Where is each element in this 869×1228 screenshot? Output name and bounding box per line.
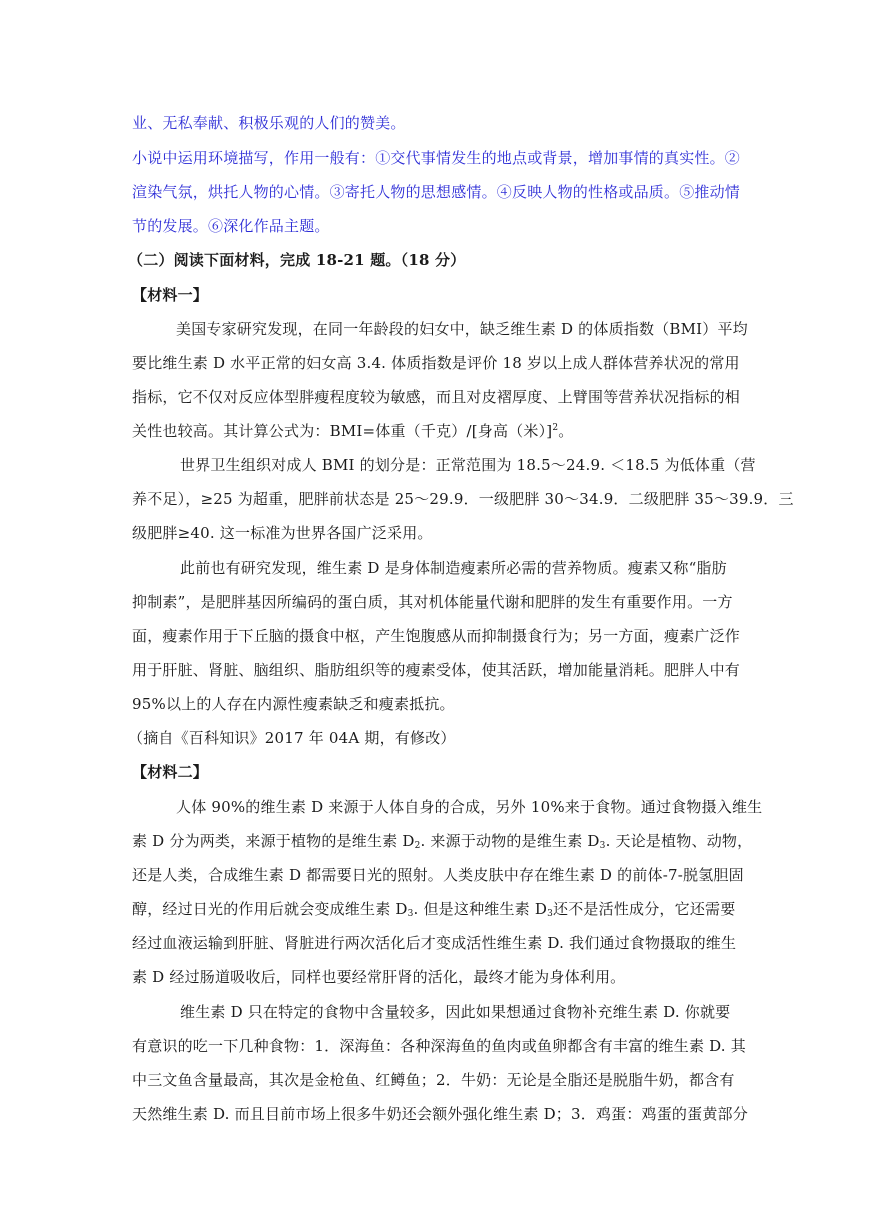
material-2-p2-line-4: 天然维生素 D. 而且目前市场上很多牛奶还会额外强化维生素 D；3．鸡蛋：鸡蛋的蛋黄部分: [132, 1105, 748, 1123]
subscript: 3: [599, 841, 606, 851]
material-1-label: 【材料一】: [132, 286, 209, 304]
subscript: 3: [547, 909, 554, 919]
section-heading: （二）阅读下面材料，完成 18-21 题。（18 分）: [128, 251, 466, 269]
material-1-p2-line-1: 世界卫生组织对成人 BMI 的划分是：正常范围为 18.5～24.9. ＜18.5 为低体重（营: [180, 456, 756, 474]
subscript: 2: [414, 841, 421, 851]
formula-exponent: 2: [552, 423, 559, 433]
material-2-p1-line-6: 素 D 经过肠道吸收后，同样也要经常肝肾的活化，最终才能为身体利用。: [132, 968, 626, 986]
material-1-p1-line-2: 要比维生素 D 水平正常的妇女高 3.4. 体质指数是评价 18 岁以上成人群体营养状况的常用: [132, 354, 740, 372]
material-1-p3-line-3: 面，瘦素作用于下丘脑的摄食中枢，产生饱腹感从而抑制摄食行为；另一方面，瘦素广泛作: [132, 627, 741, 645]
material-2-label: 【材料二】: [132, 763, 209, 781]
material-2-p1-line-5: 经过血液运输到肝脏、肾脏进行两次活化后才变成活性维生素 D. 我们通过食物摄取的维生: [132, 934, 737, 952]
material-2-p2-line-2: 有意识的吃一下几种食物：1．深海鱼：各种深海鱼的鱼肉或鱼卵都含有丰富的维生素 D. 其: [132, 1037, 746, 1055]
material-1-p3-line-1: 此前也有研究发现，维生素 D 是身体制造瘦素所必需的营养物质。瘦素又称“脂肪: [180, 559, 727, 577]
material-1-p1-line-1: 美国专家研究发现，在同一年龄段的妇女中，缺乏维生素 D 的体质指数（BMI）平均: [176, 320, 748, 338]
material-2-p1-line-1: 人体 90%的维生素 D 来源于人体自身的合成，另外 10%来于食物。通过食物摄入维生: [176, 798, 763, 816]
material-1-p3-line-4: 用于肝脏、肾脏、脑组织、脂肪组织等的瘦素受体，使其活跃，增加能量消耗。肥胖人中有: [132, 661, 741, 679]
formula-text: 关性也较高。其计算公式为：BMI=体重（千克）/[身高（米）]: [132, 422, 553, 440]
material-1-p1-line-3: 指标，它不仅对反应体型胖瘦程度较为敏感，而且对皮褶厚度、上臂围等营养状况指标的相: [132, 388, 741, 406]
material-1-p2-line-3: 级肥胖≥40. 这一标准为世界各国广泛采用。: [132, 524, 433, 542]
material-1-p2-line-2: 养不足），≥25 为超重，肥胖前状态是 25～29.9．一级肥胖 30～34.9．二级肥胖 35～39.9．三: [132, 490, 794, 508]
text-span: . 但是这种维生素 D: [413, 900, 548, 918]
formula-end: 。: [558, 422, 574, 440]
material-1-p3-line-2: 抑制素”，是肥胖基因所编码的蛋白质，其对机体能量代谢和肥胖的发生有重要作用。一方: [132, 593, 733, 611]
text-span: 还不是活性成分，它还需要: [553, 900, 736, 918]
material-1-p1-line-4: [132, 421, 573, 441]
material-2-p2-line-3: 中三文鱼含量最高，其次是金枪鱼、红鳟鱼；2．牛奶：无论是全脂还是脱脂牛奶，都含有: [132, 1071, 735, 1089]
text-span: . 天论是植物、动物，: [605, 832, 753, 850]
answer-line-1: 业、无私奉献、积极乐观的人们的赞美。: [132, 114, 406, 132]
text-span: . 来源于动物的是维生素 D: [420, 832, 600, 850]
material-2-p1-line-2: [132, 831, 752, 851]
subscript: 3: [407, 909, 414, 919]
material-2-p1-line-3: 还是人类，合成维生素 D 都需要日光的照射。人类皮肤中存在维生素 D 的前体-7-脱氢胆固: [132, 866, 744, 884]
answer-line-3: 渲染气氛，烘托人物的心情。③寄托人物的思想感情。④反映人物的性格或品质。⑤推动情: [132, 183, 741, 201]
answer-line-4: 节的发展。⑥深化作品主题。: [132, 217, 330, 235]
material-2-p2-line-1: 维生素 D 只在特定的食物中含量较多，因此如果想通过食物补充维生素 D. 你就要: [180, 1003, 731, 1021]
material-1-p3-line-5: 95%以上的人存在内源性瘦素缺乏和瘦素抵抗。: [132, 695, 455, 713]
material-2-p1-line-4: [132, 899, 735, 919]
material-1-source: （摘自《百科知识》2017 年 04A 期，有修改）: [128, 729, 456, 747]
text-span: 素 D 分为两类，来源于植物的是维生素 D: [132, 832, 415, 850]
answer-line-2: 小说中运用环境描写，作用一般有：①交代事情发生的地点或背景，增加事情的真实性。②: [132, 149, 741, 167]
text-span: 醇，经过日光的作用后就会变成维生素 D: [132, 900, 408, 918]
